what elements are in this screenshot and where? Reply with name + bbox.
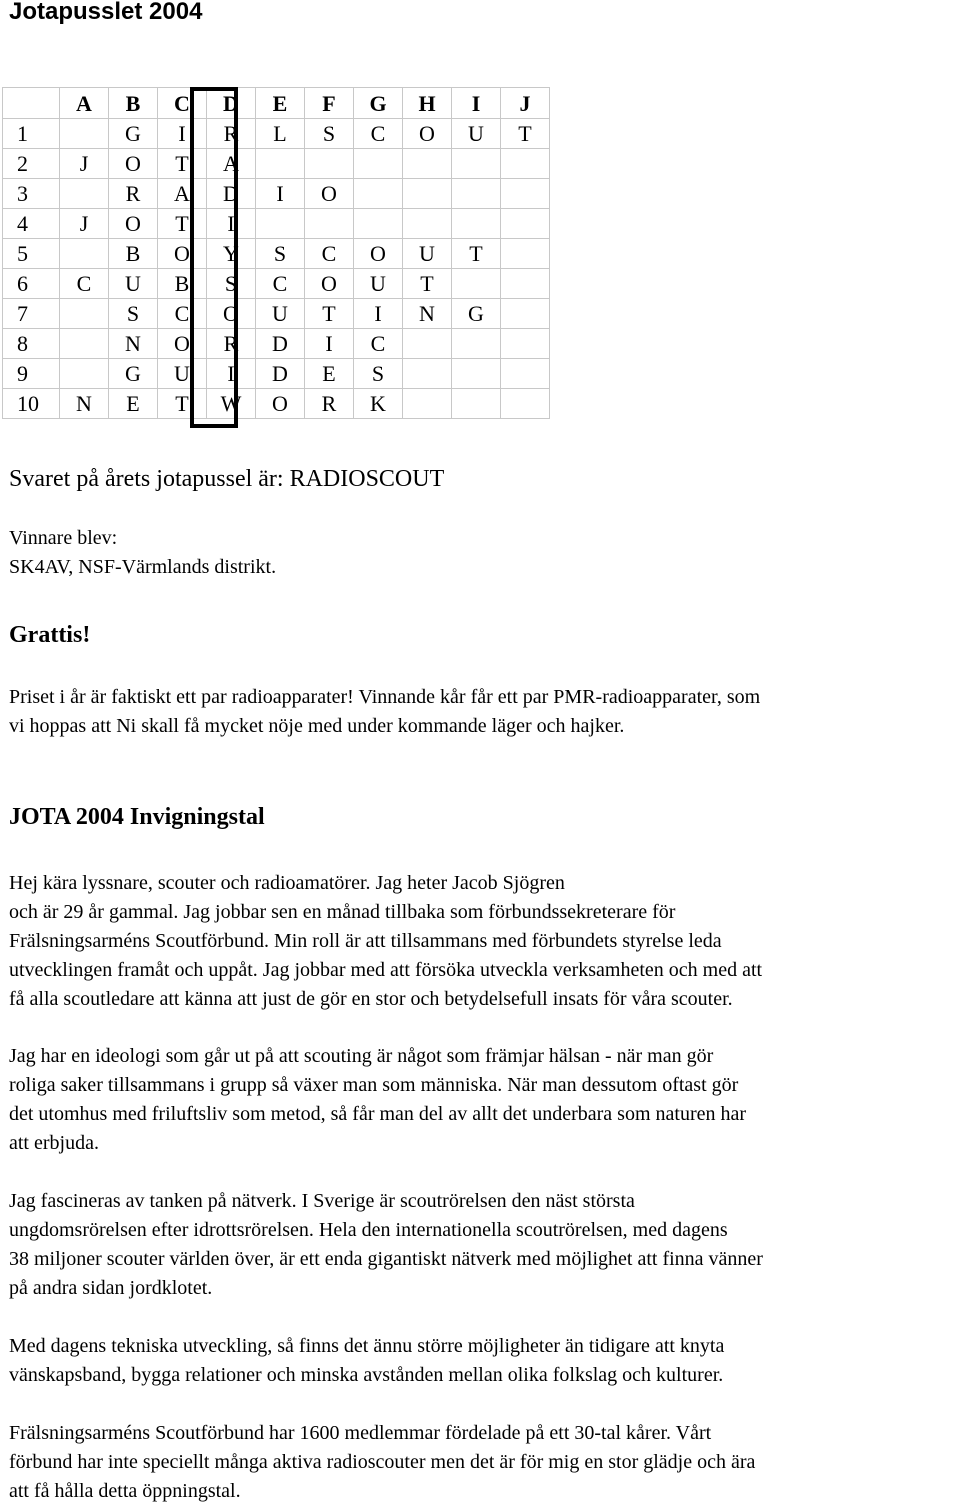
answer-text: Svaret på årets jotapussel är: RADIOSCOUT: [9, 466, 445, 492]
grid-cell: [60, 359, 109, 389]
grid-cell: I: [207, 209, 256, 239]
grid-cell: [403, 389, 452, 419]
grid-cell: W: [207, 389, 256, 419]
grid-cell: C: [354, 329, 403, 359]
grid-cell: O: [354, 239, 403, 269]
puzzle-grid: [2, 87, 550, 419]
grid-corner: [3, 88, 60, 119]
row-number: 6: [3, 269, 60, 299]
speech-line: Jag har en ideologi som går ut på att scouting är något som främjar hälsan - när man gör: [9, 1045, 714, 1067]
row-number: 8: [3, 329, 60, 359]
grid-cell: T: [403, 269, 452, 299]
grid-cell: [403, 359, 452, 389]
grid-cell: O: [109, 149, 158, 179]
speech-title: JOTA 2004 Invigningstal: [9, 804, 265, 830]
grid-cell: I: [305, 329, 354, 359]
column-header: C: [158, 88, 207, 119]
speech-line: Hej kära lyssnare, scouter och radioamatörer. Jag heter Jacob Sjögren: [9, 872, 565, 894]
speech-line: ungdomsrörelsen efter idrottsrörelsen. Hela den internationella scoutrörelsen, med dagens: [9, 1219, 728, 1241]
grid-cell: R: [305, 389, 354, 419]
column-header: F: [305, 88, 354, 119]
column-header: I: [452, 88, 501, 119]
grid-cell: [501, 269, 550, 299]
page-title: Jotapusslet 2004: [9, 0, 203, 25]
grid-row: [3, 239, 550, 269]
grid-row: [3, 179, 550, 209]
column-header: H: [403, 88, 452, 119]
grid-row: [3, 299, 550, 329]
grid-cell: [452, 269, 501, 299]
grid-cell: [501, 359, 550, 389]
grid-cell: T: [158, 149, 207, 179]
congrats-heading: Grattis!: [9, 622, 91, 648]
speech-line: att erbjuda.: [9, 1132, 99, 1154]
column-header: A: [60, 88, 109, 119]
speech-line: utvecklingen framåt och uppåt. Jag jobbar med att försöka utveckla verksamheten och med att: [9, 959, 763, 981]
speech-line: Jag fascineras av tanken på nätverk. I Sverige är scoutrörelsen den näst största: [9, 1190, 635, 1212]
grid-cell: [60, 329, 109, 359]
grid-header-row: [3, 88, 550, 119]
speech-line: på andra sidan jordklotet.: [9, 1277, 213, 1299]
grid-cell: N: [403, 299, 452, 329]
grid-cell: G: [452, 299, 501, 329]
grid-cell: O: [305, 269, 354, 299]
grid-cell: J: [60, 209, 109, 239]
grid-cell: [452, 389, 501, 419]
grid-cell: O: [305, 179, 354, 209]
speech-line: förbund har inte speciellt många aktiva radioscouter men det är för mig en stor glädje och ära: [9, 1451, 756, 1473]
grid-cell: A: [207, 149, 256, 179]
grid-cell: S: [305, 119, 354, 149]
grid-cell: [501, 389, 550, 419]
grid-cell: [501, 239, 550, 269]
grid-cell: R: [207, 119, 256, 149]
speech-line: roliga saker tillsammans i grupp så växer man som människa. När man dessutom oftast gör: [9, 1074, 739, 1096]
grid-cell: U: [256, 299, 305, 329]
row-number: 7: [3, 299, 60, 329]
grid-row: [3, 359, 550, 389]
grid-cell: [256, 209, 305, 239]
grid-cell: S: [109, 299, 158, 329]
grid-cell: [60, 239, 109, 269]
grid-cell: C: [158, 299, 207, 329]
grid-cell: E: [109, 389, 158, 419]
row-number: 3: [3, 179, 60, 209]
grid-cell: [305, 149, 354, 179]
row-number: 4: [3, 209, 60, 239]
grid-cell: [452, 329, 501, 359]
grid-cell: [452, 359, 501, 389]
grid-cell: I: [256, 179, 305, 209]
grid-cell: [501, 149, 550, 179]
grid-cell: [60, 299, 109, 329]
grid-cell: [354, 209, 403, 239]
grid-cell: I: [158, 119, 207, 149]
column-header: D: [207, 88, 256, 119]
grid-cell: [452, 179, 501, 209]
prize-paragraph: [9, 683, 959, 741]
grid-cell: U: [452, 119, 501, 149]
grid-cell: T: [452, 239, 501, 269]
grid-cell: T: [158, 209, 207, 239]
winner-label: Vinnare blev:: [9, 527, 118, 549]
grid-cell: [403, 179, 452, 209]
grid-cell: R: [207, 329, 256, 359]
speech-line: få alla scoutledare att känna att just de gör en stor och betydelsefull insats för våra scouter.: [9, 988, 733, 1010]
grid-row: [3, 329, 550, 359]
grid-cell: C: [60, 269, 109, 299]
grid-cell: C: [354, 119, 403, 149]
grid-cell: U: [403, 239, 452, 269]
grid-cell: G: [109, 119, 158, 149]
column-header: E: [256, 88, 305, 119]
speech-line: Frälsningsarméns Scoutförbund. Min roll är att tillsammans med förbundets styrelse leda: [9, 930, 722, 952]
grid-cell: I: [354, 299, 403, 329]
grid-cell: B: [109, 239, 158, 269]
grid-cell: S: [256, 239, 305, 269]
speech-paragraph: [9, 1187, 959, 1303]
grid-cell: R: [109, 179, 158, 209]
speech-line: Med dagens tekniska utveckling, så finns det ännu större möjligheter än tidigare att knyta: [9, 1335, 725, 1357]
row-number: 9: [3, 359, 60, 389]
grid-cell: O: [207, 299, 256, 329]
grid-cell: [256, 149, 305, 179]
grid-cell: D: [256, 329, 305, 359]
grid-cell: O: [158, 329, 207, 359]
grid-cell: [60, 119, 109, 149]
grid-cell: N: [60, 389, 109, 419]
grid-cell: B: [158, 269, 207, 299]
grid-cell: O: [256, 389, 305, 419]
grid-cell: U: [158, 359, 207, 389]
speech-paragraph: [9, 869, 959, 1014]
grid-row: [3, 389, 550, 419]
grid-cell: I: [207, 359, 256, 389]
grid-cell: [501, 179, 550, 209]
grid-cell: [501, 209, 550, 239]
grid-cell: J: [60, 149, 109, 179]
speech-paragraph: [9, 1419, 959, 1506]
prize-line: vi hoppas att Ni skall få mycket nöje med under kommande läger och hajker.: [9, 715, 625, 737]
grid-cell: [354, 179, 403, 209]
grid-cell: C: [305, 239, 354, 269]
grid-cell: [305, 209, 354, 239]
speech-line: att få hålla detta öppningstal.: [9, 1480, 241, 1502]
grid-cell: O: [158, 239, 207, 269]
speech-line: och är 29 år gammal. Jag jobbar sen en månad tillbaka som förbundssekreterare för: [9, 901, 676, 923]
grid-row: [3, 209, 550, 239]
grid-cell: D: [207, 179, 256, 209]
winner-name: SK4AV, NSF-Värmlands distrikt.: [9, 556, 277, 578]
grid-cell: E: [305, 359, 354, 389]
speech-line: 38 miljoner scouter världen över, är ett enda gigantiskt nätverk med möjlighet att finna vänner: [9, 1248, 763, 1270]
grid-cell: T: [158, 389, 207, 419]
column-header: G: [354, 88, 403, 119]
row-number: 10: [3, 389, 60, 419]
row-number: 5: [3, 239, 60, 269]
column-header: B: [109, 88, 158, 119]
grid-cell: [403, 329, 452, 359]
grid-cell: T: [305, 299, 354, 329]
grid-cell: [403, 149, 452, 179]
grid-cell: O: [403, 119, 452, 149]
grid-cell: U: [109, 269, 158, 299]
speech-line: Frälsningsarméns Scoutförbund har 1600 medlemmar fördelade på ett 30-tal kårer. Vårt: [9, 1422, 712, 1444]
grid-cell: G: [109, 359, 158, 389]
grid-cell: [501, 299, 550, 329]
grid-row: [3, 119, 550, 149]
row-number: 2: [3, 149, 60, 179]
grid-cell: K: [354, 389, 403, 419]
grid-row: [3, 269, 550, 299]
grid-cell: C: [256, 269, 305, 299]
grid-cell: D: [256, 359, 305, 389]
speech-line: vänskapsband, bygga relationer och minska avstånden mellan olika folkslag och kulturer.: [9, 1364, 724, 1386]
grid-cell: L: [256, 119, 305, 149]
row-number: 1: [3, 119, 60, 149]
grid-cell: S: [207, 269, 256, 299]
grid-cell: T: [501, 119, 550, 149]
grid-cell: S: [354, 359, 403, 389]
grid-cell: U: [354, 269, 403, 299]
grid-cell: A: [158, 179, 207, 209]
grid-cell: N: [109, 329, 158, 359]
grid-cell: Y: [207, 239, 256, 269]
prize-line: Priset i år är faktiskt ett par radioapparater! Vinnande kår får ett par PMR-radioapparater, som: [9, 686, 761, 708]
grid-cell: [60, 179, 109, 209]
grid-cell: [354, 149, 403, 179]
grid-cell: O: [109, 209, 158, 239]
grid-cell: [452, 209, 501, 239]
speech-line: det utomhus med friluftsliv som metod, så får man del av allt det underbara som naturen har: [9, 1103, 747, 1125]
column-header: J: [501, 88, 550, 119]
grid-cell: [403, 209, 452, 239]
grid-row: [3, 149, 550, 179]
speech-paragraph: [9, 1332, 959, 1390]
grid-cell: [501, 329, 550, 359]
speech-paragraph: [9, 1042, 959, 1158]
grid-cell: [452, 149, 501, 179]
